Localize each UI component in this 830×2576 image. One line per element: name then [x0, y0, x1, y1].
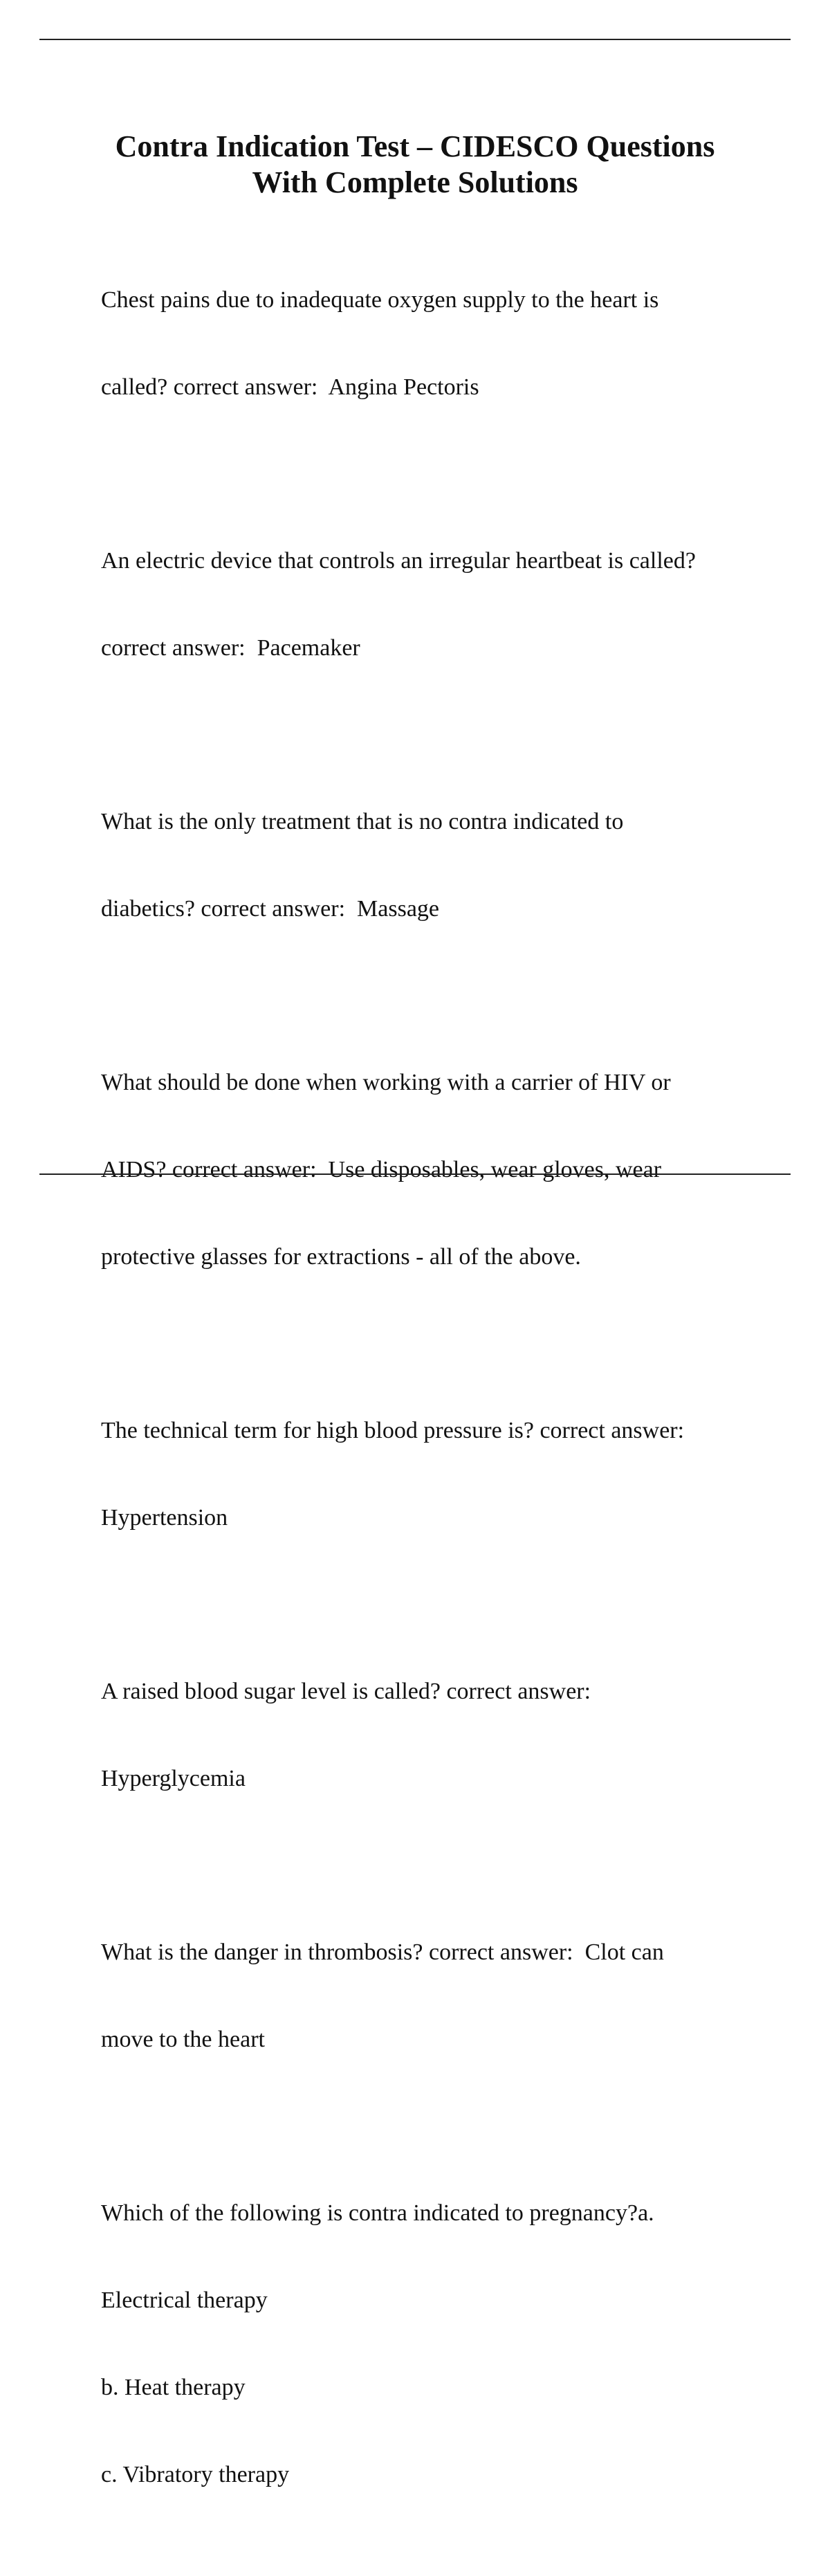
question-entry [101, 749, 765, 982]
entry-line: Which of the following is contra indicated to pregnancy?a. [101, 2200, 654, 2226]
title-line-1: Contra Indication Test – CIDESCO Questions [115, 129, 715, 163]
question-entry [101, 1010, 765, 1330]
entry-line: Hyperglycemia [101, 1766, 246, 1791]
entry-line: diabetics? correct answer: Massage [101, 896, 439, 922]
entry-line: Chest pains due to inadequate oxygen supply to the heart is [101, 287, 659, 313]
question-entry [101, 1619, 765, 1852]
entry-line: A raised blood sugar level is called? correct answer: [101, 1679, 591, 1704]
question-entry [101, 1880, 765, 2112]
entry-line: Electrical therapy [101, 2287, 268, 2313]
entry-line: Hypertension [101, 1505, 228, 1531]
entry-line: c. Vibratory therapy [101, 2462, 290, 2487]
title-line-2: With Complete Solutions [252, 165, 578, 199]
entry-line: What is the only treatment that is no contra indicated to [101, 809, 624, 834]
document-title [69, 129, 761, 201]
entry-line: move to the heart [101, 2027, 265, 2052]
entry-line: protective glasses for extractions - all of the above. [101, 1244, 581, 1270]
entry-line: b. Heat therapy [101, 2375, 246, 2400]
entry-line: What should be done when working with a carrier of HIV or [101, 1070, 671, 1095]
question-entry [101, 2141, 765, 2548]
entry-line: An electric device that controls an irregular heartbeat is called? [101, 548, 696, 574]
footer-rule [39, 1173, 791, 1175]
question-entry [101, 228, 765, 460]
question-entry [101, 1358, 765, 1591]
entry-line: What is the danger in thrombosis? correct answer: Clot can [101, 1939, 664, 1965]
entry-line: The technical term for high blood pressure is? correct answer: [101, 1418, 685, 1443]
entry-line: AIDS? correct answer: Use disposables, wear gloves, wear [101, 1157, 662, 1182]
question-entry [101, 488, 765, 721]
question-list [101, 228, 765, 2576]
header-rule [39, 39, 791, 40]
entry-line: correct answer: Pacemaker [101, 635, 360, 661]
entry-line: called? correct answer: Angina Pectoris [101, 374, 479, 400]
